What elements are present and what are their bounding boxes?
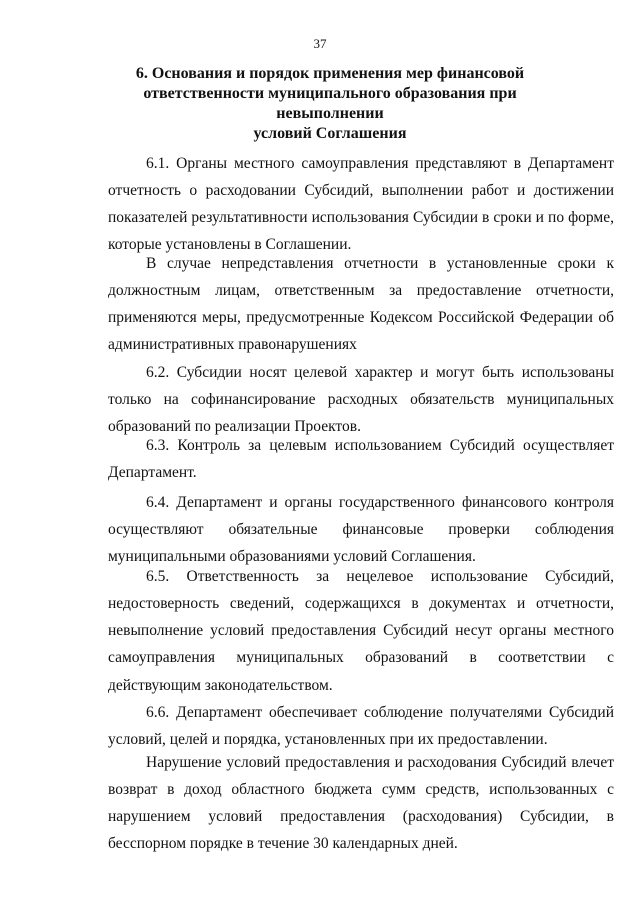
section-heading bbox=[120, 64, 540, 144]
section-heading-line-2: ответственности муниципального образования при невыполнении bbox=[143, 85, 517, 122]
paragraph-6-4: 6.4. Департамент и органы государственного финансового контроля осуществляют обязательные финансовые проверки соблюдения муниципальными образованиями условий Соглашения. bbox=[108, 493, 614, 566]
paragraph-6-5: 6.5. Ответственность за нецелевое использование Субсидий, недостоверность сведений, содержащихся в документах и отчетности, невыполнение условий предоставления Субсидий несут органы местного самоуправления муниципальных образований в соответствии с действующим законодательством. bbox=[108, 567, 614, 694]
section-heading-line-3: условий Соглашения bbox=[253, 125, 407, 142]
paragraph-6-6: 6.6. Департамент обеспечивает соблюдение получателями Субсидий условий, целей и порядка, установленных при их предоставлении. bbox=[108, 703, 614, 748]
section-heading-line-1: 6. Основания и порядок применения мер финансовой bbox=[135, 65, 525, 82]
paragraph-6-2: 6.2. Субсидии носят целевой характер и могут быть использованы только на софинансирование расходных обязательств муниципальных образований по реализации Проектов. bbox=[108, 363, 614, 436]
paragraph-6-1-penalty: В случае непредставления отчетности в установленные сроки к должностным лицам, ответственным за предоставление отчетности, применяются меры, предусмотренные Кодексом Российской Федерации об административных правонарушениях bbox=[108, 254, 614, 354]
paragraph-6-3: 6.3. Контроль за целевым использованием Субсидий осуществляет Департамент. bbox=[108, 436, 614, 481]
paragraph-6-1: 6.1. Органы местного самоуправления представляют в Департамент отчетность о расходовании Субсидий, выполнении работ и достижении показателей результативности использования Субсидии в сроки и по форме, которые установлены в Соглашении. bbox=[108, 154, 614, 254]
paragraph-6-6-refund: Нарушение условий предоставления и расходования Субсидий влечет возврат в доход областного бюджета сумм средств, использованных с нарушением условий предоставления (расходования) Субсидии, в бесспорном порядке в течение 30 календарных дней. bbox=[108, 753, 614, 853]
page-number: 37 bbox=[313, 36, 327, 51]
